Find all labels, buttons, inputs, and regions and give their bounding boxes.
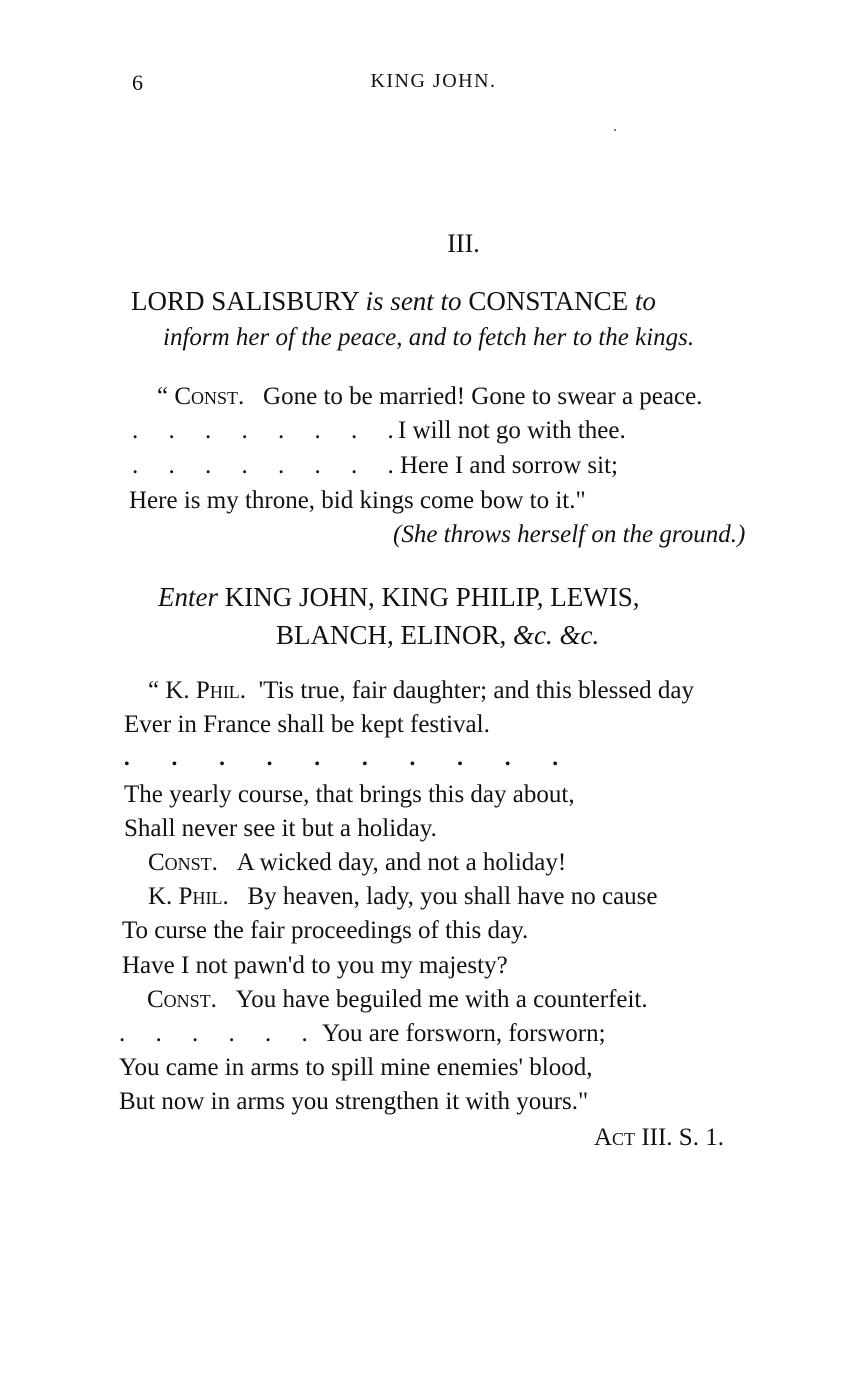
heading-tail: to [634,286,656,316]
passage2-line2: Ever in France shall be kept festival. [124,711,490,738]
passage2-line3: The yearly course, that brings this day about, [124,781,575,808]
passage2-line10 [119,1019,320,1049]
speaker-const: Const. [148,849,218,876]
citation-act: Act [594,1124,636,1151]
verse-text: You are forsworn, forsworn; [322,1020,606,1047]
section-heading-line1 [131,286,656,317]
passage2-line11: You came in arms to spill mine enemies' blood, [119,1054,593,1081]
ellipsis: • • • • • • • • • • [124,756,559,773]
passage2-line4: Shall never see it but a holiday. [124,815,437,842]
verse-text: Gone to be married! Gone to swear a peace. [263,383,703,410]
verse-text: 'Tis true, fair daughter; and this blessed day [258,677,695,704]
ellipsis: . . . . . . [119,1020,320,1047]
passage1-line2 [132,416,406,446]
entrance-line2 [276,620,599,651]
section-numeral: III. [447,229,480,258]
speaker-const: Const. [147,986,217,1013]
verse-text: A wicked day, and not a holiday! [236,849,567,876]
verse-text: Here I and sorrow sit; [400,452,618,479]
entrance-line1 [158,582,639,613]
verse-text: By heaven, lady, you shall have no cause [247,883,658,910]
speaker-kphil: K. Phil. [148,883,229,910]
verse-text: You have beguiled me with a counterfeit. [235,986,648,1013]
speaker-const: Const. [174,383,245,410]
passage1-line1: “ Const. Gone to be married! Gone to swear a peace. [157,383,703,410]
ellipsis: . . . . . . . . [132,452,406,479]
entrance-names: BLANCH, ELINOR, [276,620,507,650]
citation-ref: III. S. 1. [641,1124,724,1151]
passage2-line1: “ K. Phil. 'Tis true, fair daughter; and this blessed day [148,677,695,704]
heading-name-salisbury: LORD SALISBURY [131,286,359,316]
passage2-line12: But now in arms you strengthen it with yours." [119,1088,589,1115]
speaker-kphil: K. Phil. [165,677,247,704]
enter-word: Enter [158,582,218,612]
ellipsis: . . . . . . . . [132,417,406,444]
passage1-line4: Here is my throne, bid kings come bow to it." [129,487,586,514]
passage2-line9 [147,985,648,1015]
stage-direction: (She throws herself on the ground.) [393,521,746,548]
passage1-line3 [132,451,406,481]
passage2-line8: Have I not pawn'd to you my majesty? [122,952,508,979]
passage2-line5 [148,848,566,878]
heading-verb: is sent to [365,286,462,316]
passage2-line7: To curse the fair proceedings of this day. [122,917,529,944]
paper-speck [614,129,616,131]
heading-name-constance: CONSTANCE [468,286,629,316]
running-title: KING JOHN. [370,70,497,92]
verse-text: I will not go with thee. [398,417,626,444]
entrance-names: KING JOHN, KING PHILIP, LEWIS, [224,582,640,612]
section-heading-line2: inform her of the peace, and to fetch her to the kings. [163,324,695,351]
passage2-line6 [148,882,658,912]
page-number: 6 [132,70,143,95]
citation [594,1123,724,1153]
entrance-etc: &c. &c. [513,620,600,650]
